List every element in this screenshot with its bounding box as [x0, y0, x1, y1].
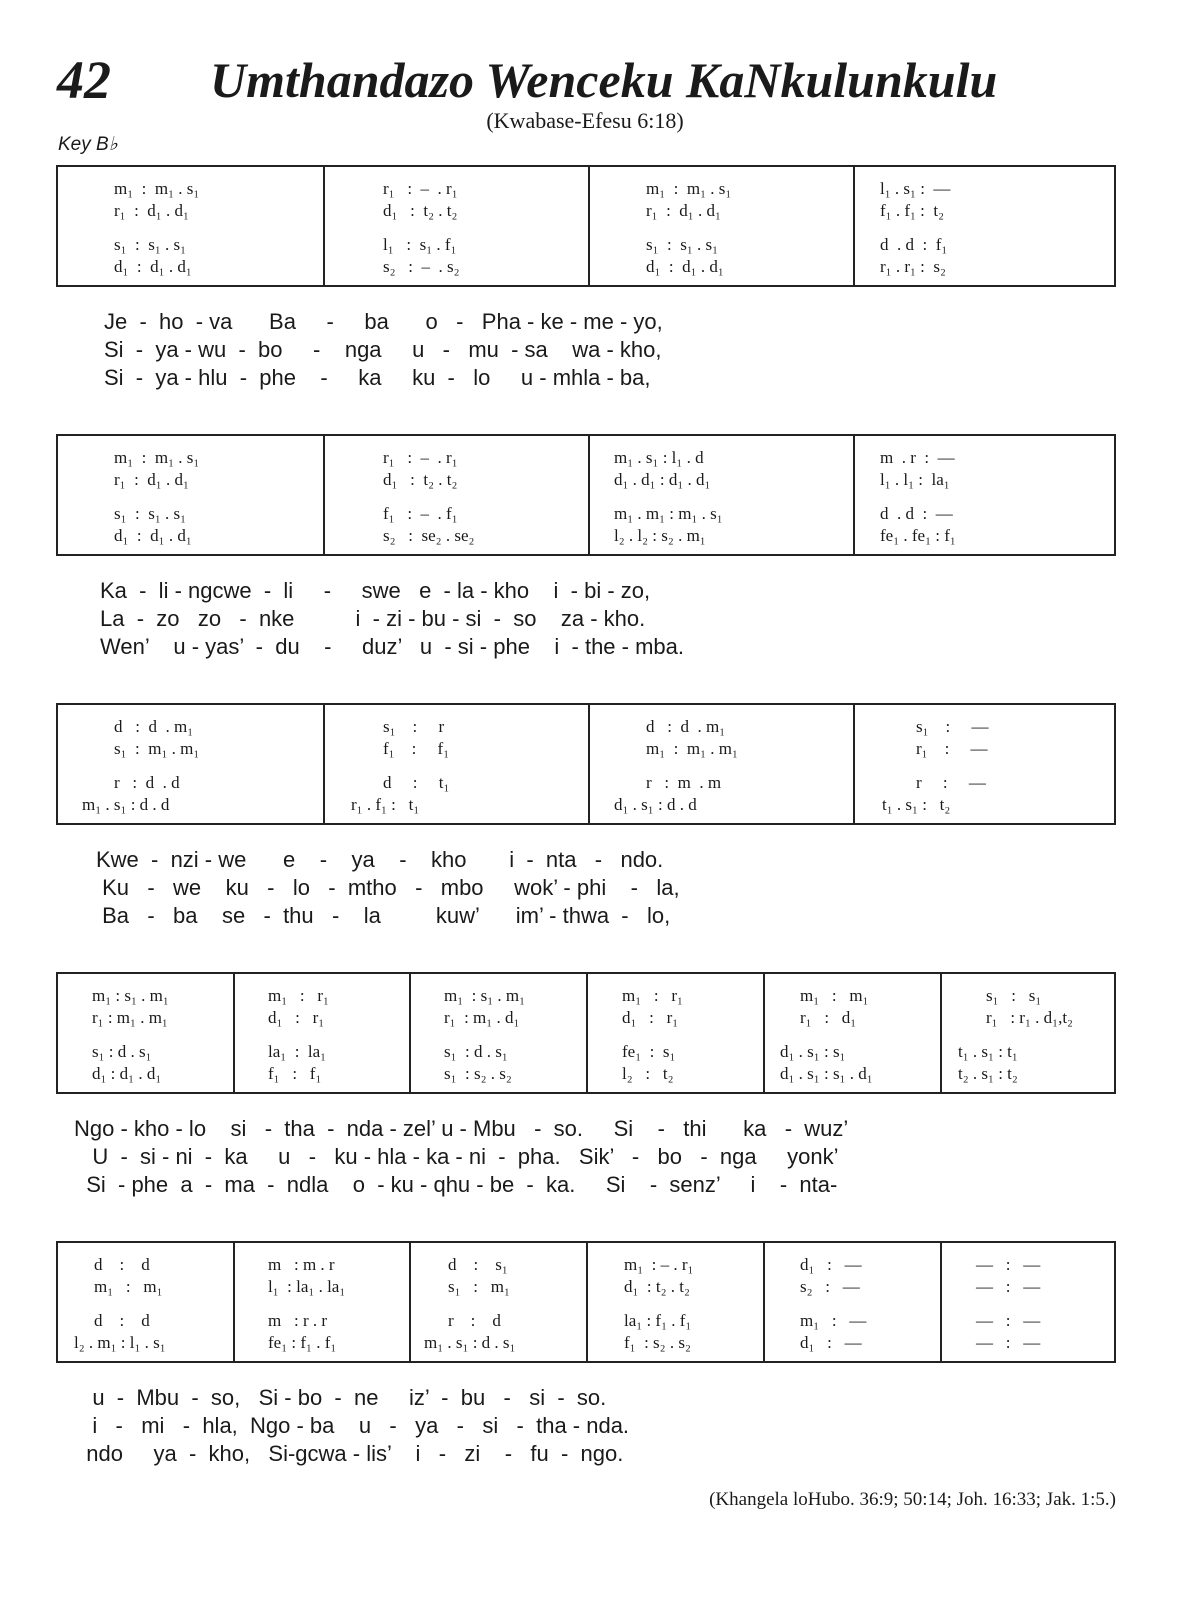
barline — [409, 974, 411, 1092]
soprano-part: m₁ : m₁ . s₁ — [114, 448, 200, 467]
hymn-subtitle: (Kwabase-Efesu 6:18) — [486, 108, 684, 133]
bass-part: fe₁ : f₁ . f₁ — [268, 1333, 337, 1352]
tenor-part: d : d — [94, 1311, 150, 1330]
tenor-part: d . d : f₁ — [880, 235, 948, 254]
bass-part: l₂ . m₁ : l₁ . s₁ — [74, 1333, 166, 1352]
lyric-line: Kwe - nzi - we e - ya - kho i - nta - ndo. — [96, 847, 664, 872]
alto-part: r₁ : d₁ . d₁ — [646, 201, 721, 220]
bass-part: d₁ . s₁ : s₁ . d₁ — [780, 1064, 873, 1083]
hymn-key: Key B♭ — [58, 134, 118, 155]
tenor-part: r : m . m — [646, 773, 722, 792]
tenor-part: m₁ : — — [800, 1311, 867, 1330]
soprano-part: d₁ : — — [800, 1255, 862, 1274]
soprano-part: s₁ : r — [383, 717, 445, 736]
tenor-part: d . d : — — [880, 504, 953, 523]
alto-part: l₁ . l₁ : la₁ — [880, 470, 950, 489]
barline — [586, 974, 588, 1092]
tenor-part: s₁ : d . s₁ — [92, 1042, 152, 1061]
alto-part: d₁ : r₁ — [268, 1008, 325, 1027]
barline — [853, 167, 855, 285]
alto-part: f₁ : f₁ — [383, 739, 450, 758]
soprano-part: d : d — [94, 1255, 150, 1274]
lyric-line: Ka - li - ngcwe - li - swe e - la - kho i - bi - zo, — [100, 578, 651, 603]
soprano-part: s₁ : s₁ — [986, 986, 1042, 1005]
barline — [409, 1243, 411, 1361]
tenor-part: l₁ : s₁ . f₁ — [383, 235, 457, 254]
tenor-part: r : d . d — [114, 773, 180, 792]
alto-part: r₁ : d₁ — [800, 1008, 857, 1027]
alto-part: d₁ : t₂ . t₂ — [383, 201, 458, 220]
music-system — [56, 434, 1116, 556]
soprano-part: m₁ : s₁ . m₁ — [92, 986, 169, 1005]
soprano-part: m₁ : – . r₁ — [624, 1255, 694, 1274]
bass-part: f₁ : f₁ — [268, 1064, 322, 1083]
barline — [233, 974, 235, 1092]
bass-part: t₁ . s₁ : t₂ — [882, 795, 951, 814]
bass-part: d₁ : d₁ . d₁ — [92, 1064, 162, 1083]
soprano-part: s₁ : — — [916, 717, 989, 736]
alto-part: r₁ : d₁ . d₁ — [114, 470, 189, 489]
hymn-title: Umthandazo Wenceku KaNkulunkulu — [210, 52, 998, 108]
alto-part: — : — — [976, 1277, 1041, 1296]
lyric-line: Ba - ba se - thu - la kuw’ im’ - thwa - lo, — [96, 903, 671, 928]
barline — [940, 1243, 942, 1361]
tenor-part: t₁ . s₁ : t₁ — [958, 1042, 1018, 1061]
bass-part: — : — — [976, 1333, 1041, 1352]
alto-part: m₁ : m₁ . m₁ — [646, 739, 738, 758]
alto-part: d₁ : r₁ — [622, 1008, 679, 1027]
lyric-line: Ngo - kho - lo si - tha - nda - zel’ u - Mbu - so. Si - thi ka - wuz’ — [74, 1116, 849, 1141]
alto-part: r₁ : r₁ . d₁,t₂ — [986, 1008, 1073, 1027]
lyric-line: Si - ya - hlu - phe - ka ku - lo u - mhla - ba, — [104, 365, 651, 390]
tenor-part: r : d — [448, 1311, 501, 1330]
soprano-part: m₁ : r₁ — [622, 986, 683, 1005]
alto-part: r₁ : m₁ . m₁ — [92, 1008, 168, 1027]
barline — [588, 705, 590, 823]
barline — [588, 436, 590, 554]
bass-part: d₁ : d₁ . d₁ — [114, 257, 192, 276]
barline — [588, 167, 590, 285]
alto-part: m₁ : m₁ — [94, 1277, 163, 1296]
alto-part: r₁ : — — [916, 739, 988, 758]
bass-part: r₁ . r₁ : s₂ — [880, 257, 946, 276]
soprano-part: m₁ : r₁ — [268, 986, 329, 1005]
barline — [763, 974, 765, 1092]
bass-part: d₁ : — — [800, 1333, 862, 1352]
soprano-part: d : d . m₁ — [646, 717, 726, 736]
bass-part: d₁ : d₁ . d₁ — [646, 257, 724, 276]
bass-part: r₁ . f₁ : t₁ — [351, 795, 420, 814]
hymn-number: 42 — [57, 50, 111, 110]
barline — [323, 167, 325, 285]
alto-part: l₁ : la₁ . la₁ — [268, 1277, 346, 1296]
soprano-part: m₁ : s₁ . m₁ — [444, 986, 526, 1005]
tenor-part: s₁ : s₁ . s₁ — [114, 504, 187, 523]
lyric-line: Si - ya - wu - bo - nga u - mu - sa wa - kho, — [104, 337, 662, 362]
bass-part: s₂ : se₂ . se₂ — [383, 526, 475, 545]
footer-reference: (Khangela loHubo. 36:9; 50:14; Joh. 16:33; Jak. 1:5.) — [709, 1489, 1116, 1510]
barline — [233, 1243, 235, 1361]
soprano-part: r₁ : – . r₁ — [383, 448, 458, 467]
alto-part: s₂ : — — [800, 1277, 860, 1296]
soprano-part: d : s₁ — [448, 1255, 508, 1274]
tenor-part: — : — — [976, 1311, 1041, 1330]
barline — [323, 705, 325, 823]
soprano-part: m₁ : m₁ . s₁ — [114, 179, 200, 198]
barline — [586, 1243, 588, 1361]
lyric-line: La - zo zo - nke i - zi - bu - si - so za - kho. — [100, 606, 646, 631]
tenor-part: la₁ : la₁ — [268, 1042, 327, 1061]
bass-part: t₂ . s₁ : t₂ — [958, 1064, 1018, 1083]
bass-part: d₁ . s₁ : d . d — [614, 795, 697, 814]
barline — [940, 974, 942, 1092]
bass-part: m₁ . s₁ : d . d — [82, 795, 170, 814]
lyric-line: Je - ho - va Ba - ba o - Pha - ke - me - yo, — [104, 309, 663, 334]
soprano-part: m₁ : m₁ . s₁ — [646, 179, 732, 198]
soprano-part: m . r : — — [880, 448, 955, 467]
soprano-part: l₁ . s₁ : — — [880, 179, 951, 198]
lyric-line: i - mi - hla, Ngo - ba u - ya - si - tha - nda. — [74, 1413, 630, 1438]
soprano-part: d : d . m₁ — [114, 717, 194, 736]
tenor-part: m : r . r — [268, 1311, 328, 1330]
bass-part: f₁ : s₂ . s₂ — [624, 1333, 691, 1352]
tenor-part: fe₁ : s₁ — [622, 1042, 676, 1061]
tenor-part: d : t₁ — [383, 773, 450, 792]
lyric-line: U - si - ni - ka u - ku - hla - ka - ni - pha. Sik’ - bo - nga yonk’ — [74, 1144, 839, 1169]
barline — [853, 436, 855, 554]
alto-part: d₁ : t₂ . t₂ — [383, 470, 458, 489]
bass-part: fe₁ . fe₁ : f₁ — [880, 526, 956, 545]
soprano-part: m : m . r — [268, 1255, 335, 1274]
tenor-part: m₁ . m₁ : m₁ . s₁ — [614, 504, 723, 523]
barline — [323, 436, 325, 554]
bass-part: l₂ . l₂ : s₂ . m₁ — [614, 526, 706, 545]
soprano-part: — : — — [976, 1255, 1041, 1274]
tenor-part: r : — — [916, 773, 986, 792]
lyric-line: u - Mbu - so, Si - bo - ne iz’ - bu - si - so. — [74, 1385, 607, 1410]
alto-part: s₁ : m₁ . m₁ — [114, 739, 200, 758]
alto-part: f₁ . f₁ : t₂ — [880, 201, 945, 220]
lyric-line: Wen’ u - yas’ - du - duz’ u - si - phe i - the - mba. — [100, 634, 684, 659]
tenor-part: d₁ . s₁ : s₁ — [780, 1042, 846, 1061]
barline — [763, 1243, 765, 1361]
tenor-part: la₁ : f₁ . f₁ — [624, 1311, 692, 1330]
barline — [853, 705, 855, 823]
lyric-line: ndo ya - kho, Si-gcwa - lis’ i - zi - fu - ngo. — [74, 1441, 624, 1466]
alto-part: d₁ . d₁ : d₁ . d₁ — [614, 470, 711, 489]
soprano-part: m₁ : m₁ — [800, 986, 869, 1005]
bass-part: l₂ : t₂ — [622, 1064, 674, 1083]
music-system — [56, 703, 1116, 825]
lyric-line: Si - phe a - ma - ndla o - ku - qhu - be - ka. Si - senz’ i - nta- — [74, 1172, 838, 1197]
alto-part: r₁ : d₁ . d₁ — [114, 201, 189, 220]
bass-part: d₁ : d₁ . d₁ — [114, 526, 192, 545]
soprano-part: m₁ . s₁ : l₁ . d — [614, 448, 704, 467]
music-system — [56, 972, 1116, 1094]
bass-part: s₁ : s₂ . s₂ — [444, 1064, 512, 1083]
music-system — [56, 165, 1116, 287]
alto-part: s₁ : m₁ — [448, 1277, 510, 1296]
tenor-part: s₁ : s₁ . s₁ — [646, 235, 719, 254]
bass-part: s₂ : – . s₂ — [383, 257, 460, 276]
bass-part: m₁ . s₁ : d . s₁ — [424, 1333, 516, 1352]
soprano-part: r₁ : – . r₁ — [383, 179, 458, 198]
tenor-part: s₁ : s₁ . s₁ — [114, 235, 187, 254]
alto-part: r₁ : m₁ . d₁ — [444, 1008, 520, 1027]
tenor-part: s₁ : d . s₁ — [444, 1042, 508, 1061]
lyric-line: Ku - we ku - lo - mtho - mbo wok’ - phi - la, — [96, 875, 680, 900]
tenor-part: f₁ : – . f₁ — [383, 504, 458, 523]
music-system — [56, 1241, 1116, 1363]
alto-part: d₁ : t₂ . t₂ — [624, 1277, 690, 1296]
